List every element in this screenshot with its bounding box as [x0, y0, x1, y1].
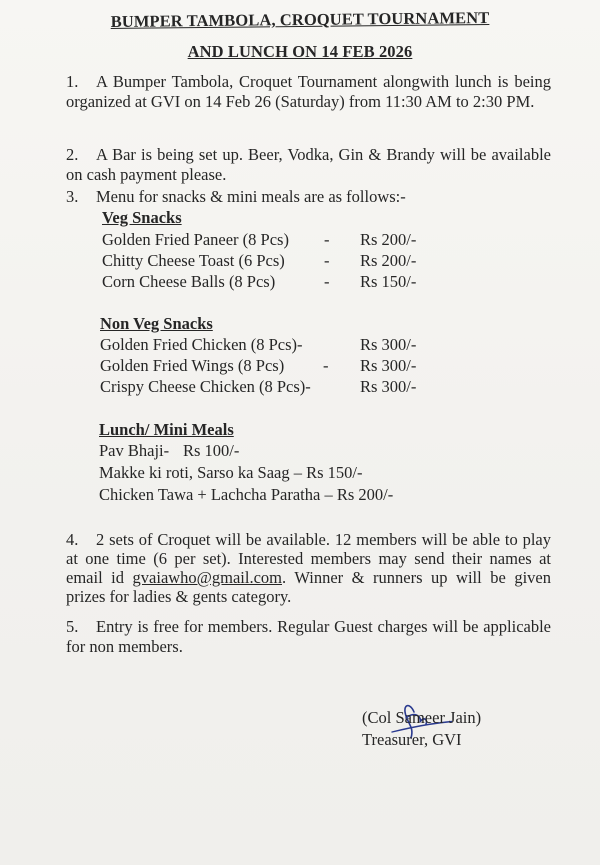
menu-item-name: Chitty Cheese Toast (6 Pcs)	[102, 251, 285, 270]
title-line-2: AND LUNCH ON 14 FEB 2026	[187, 42, 413, 61]
menu-item-separator: -	[324, 272, 330, 291]
menu-item-price: Rs 100/-	[183, 441, 240, 460]
menu-row	[99, 441, 429, 461]
menu-item-separator: -	[323, 356, 329, 375]
point-1-text: A Bumper Tambola, Croquet Tournament alongwith lunch is being organized at GVI on 14 Feb 26 (Saturday) from 11:30 AM to 2:30 PM.	[66, 72, 551, 111]
menu-row	[102, 230, 422, 250]
point-3-number: 3.	[66, 187, 79, 206]
menu-item-name: Golden Fried Paneer (8 Pcs)	[102, 230, 289, 249]
point-4	[66, 530, 551, 606]
menu-row	[102, 251, 422, 271]
point-1-number: 1.	[66, 72, 79, 91]
menu-item-name: Crispy Cheese Chicken (8 Pcs)-	[100, 377, 311, 396]
menu-row	[100, 377, 422, 397]
menu-item-name: Corn Cheese Balls (8 Pcs)	[102, 272, 276, 291]
point-1	[66, 72, 551, 111]
menu-item-price: Rs 200/-	[360, 251, 417, 270]
menu-item-name: Golden Fried Chicken (8 Pcs)-	[100, 335, 303, 354]
menu-row	[100, 335, 422, 355]
point-2-text: A Bar is being set up. Beer, Vodka, Gin & Brandy will be available on cash payment please.	[66, 145, 551, 184]
signatory-name: (Col Sameer Jain)	[362, 708, 482, 727]
menu-item-price: Rs 300/-	[360, 377, 417, 396]
point-5-text: Entry is free for members. Regular Guest charges will be applicable for non members.	[66, 617, 551, 656]
menu-item-price: Rs 300/-	[360, 335, 417, 354]
menu-item-price: Rs 300/-	[360, 356, 417, 375]
menu-item-name: Golden Fried Wings (8 Pcs)	[100, 356, 285, 375]
menu-item-price: Rs 150/-	[360, 272, 417, 291]
point-5-number: 5.	[66, 617, 79, 636]
point-3	[66, 187, 551, 207]
menu-row: Makke ki roti, Sarso ka Saag – Rs 150/-	[99, 463, 363, 482]
point-4-text: 2 sets of Croquet will be available. 12 members will be able to play at one time (6 per set). Interested members may send their names at email id	[66, 530, 551, 587]
menu-item-price: Rs 200/-	[360, 230, 417, 249]
signatory-designation: Treasurer, GVI	[362, 730, 462, 749]
point-4-text-after: . Winner & runners up will be given prizes for ladies & gents category.	[66, 568, 551, 606]
menu-item-name: Pav Bhaji-	[99, 441, 170, 460]
veg-snacks-heading: Veg Snacks	[102, 208, 182, 227]
point-4-number: 4.	[66, 530, 79, 549]
menu-row	[102, 272, 422, 292]
title-line-1: BUMPER TAMBOLA, CROQUET TOURNAMENT	[110, 8, 490, 31]
point-3-text: Menu for snacks & mini meals are as follows:-	[96, 187, 406, 206]
menu-item-separator: -	[324, 251, 330, 270]
menu-item-separator: -	[324, 230, 330, 249]
lunch-heading: Lunch/ Mini Meals	[99, 420, 234, 439]
point-2	[66, 145, 551, 184]
point-2-number: 2.	[66, 145, 79, 164]
menu-row	[100, 356, 422, 376]
menu-row: Chicken Tawa + Lachcha Paratha – Rs 200/-	[99, 485, 394, 504]
point-5	[66, 617, 551, 656]
email-link[interactable]: gvaiawho@gmail.com	[132, 568, 282, 587]
nonveg-snacks-heading: Non Veg Snacks	[100, 314, 213, 333]
